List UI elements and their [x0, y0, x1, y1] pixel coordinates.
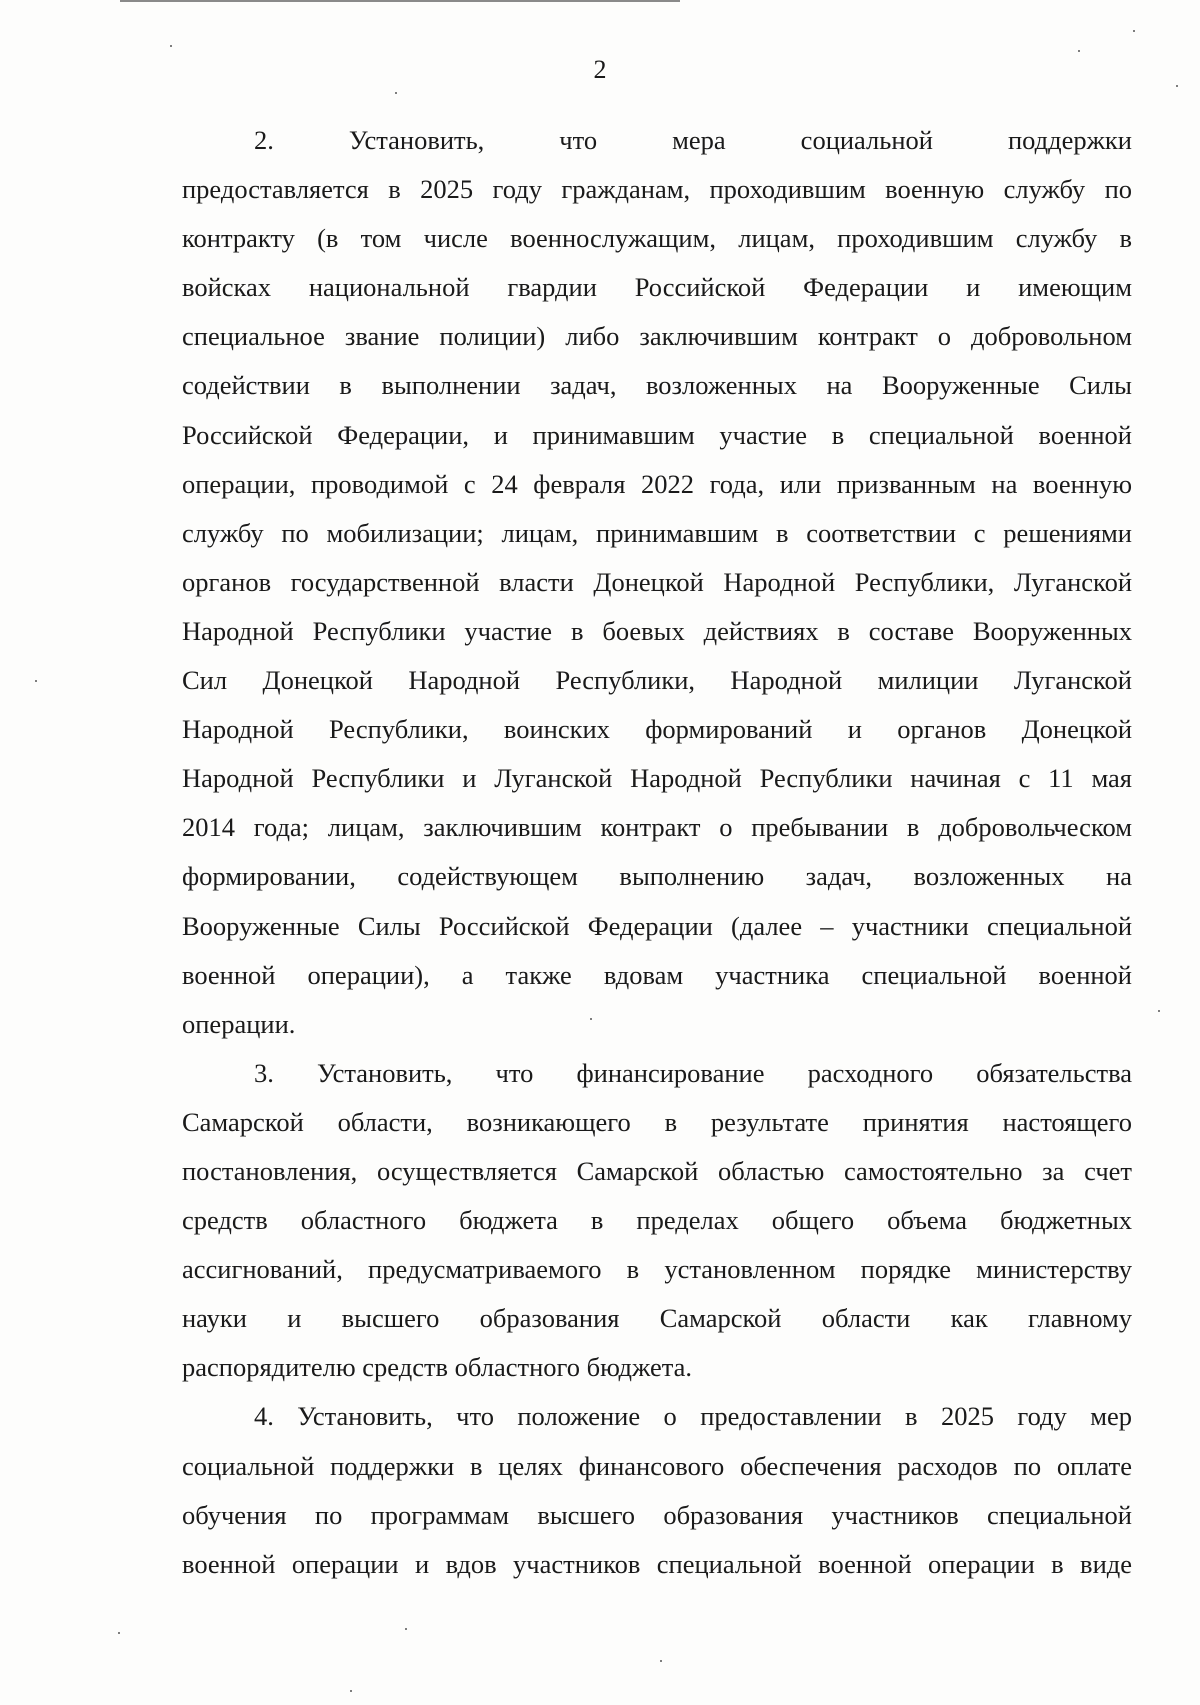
scan-speck	[1158, 1010, 1160, 1012]
text-line: 2014 года; лицам, заключившим контракт о пребывании в добровольческом	[182, 812, 1132, 843]
scan-top-edge	[120, 0, 680, 2]
text-line: операции, проводимой с 24 февраля 2022 года, или призванным на военную	[182, 468, 1132, 499]
scan-speck	[350, 1690, 352, 1692]
text-line: средств областного бюджета в пределах общего объема бюджетных	[182, 1205, 1132, 1236]
text-line: Самарской области, возникающего в результате принятия настоящего	[182, 1106, 1132, 1137]
paragraph-4	[182, 1392, 1132, 1588]
text-line: обучения по программам высшего образования участников специальной	[182, 1499, 1132, 1530]
text-line: войсках национальной гвардии Российской Федерации и имеющим	[182, 272, 1132, 303]
paragraph-3	[182, 1049, 1132, 1393]
text-line: 4. Установить, что положение о предоставлении в 2025 году мер	[254, 1401, 1132, 1432]
text-line: ассигнований, предусматриваемого в установленном порядке министерству	[182, 1254, 1132, 1285]
text-line: органов государственной власти Донецкой Народной Республики, Луганской	[182, 566, 1132, 597]
scan-speck	[590, 1018, 592, 1020]
scan-speck	[1133, 30, 1135, 32]
scan-speck	[35, 680, 37, 682]
scan-speck	[660, 1660, 662, 1662]
text-line: формировании, содействующем выполнению задач, возложенных на	[182, 861, 1132, 892]
text-line: содействии в выполнении задач, возложенных на Вооруженные Силы	[182, 370, 1132, 401]
text-line: Народной Республики участие в боевых действиях в составе Вооруженных	[182, 615, 1132, 646]
text-line: 2. Установить, что мера социальной поддержки	[254, 125, 1132, 155]
scan-speck	[170, 45, 172, 47]
text-line: Народной Республики, воинских формирований и органов Донецкой	[182, 714, 1132, 745]
scan-speck	[395, 92, 397, 94]
document-body	[182, 116, 1132, 1589]
scan-speck	[118, 1632, 120, 1634]
text-line: контракту (в том числе военнослужащим, лицам, проходившим службу в	[182, 223, 1132, 254]
text-line: службу по мобилизации; лицам, принимавшим в соответствии с решениями	[182, 517, 1132, 548]
text-line: военной операции), а также вдовам участника специальной военной	[182, 959, 1132, 990]
text-line: Российской Федерации, и принимавшим участие в специальной военной	[182, 419, 1132, 450]
paragraph-2	[182, 116, 1132, 1049]
text-line: военной операции и вдов участников специальной военной операции в виде	[182, 1548, 1132, 1579]
text-line: Вооруженные Силы Российской Федерации (далее – участники специальной	[182, 910, 1132, 941]
text-line: операции.	[182, 1008, 296, 1039]
text-line: науки и высшего образования Самарской области как главному	[182, 1303, 1132, 1334]
text-line: 3. Установить, что финансирование расходного обязательства	[254, 1057, 1132, 1088]
text-line: постановления, осуществляется Самарской областью самостоятельно за счет	[182, 1155, 1132, 1186]
text-line: Сил Донецкой Народной Республики, Народной милиции Луганской	[182, 665, 1132, 696]
scan-speck	[405, 1628, 407, 1630]
text-line: социальной поддержки в целях финансового обеспечения расходов по оплате	[182, 1450, 1132, 1481]
text-line: Народной Республики и Луганской Народной Республики начиная с 11 мая	[182, 763, 1132, 794]
scan-speck	[1176, 85, 1178, 87]
text-line: специальное звание полиции) либо заключившим контракт о добровольном	[182, 321, 1132, 352]
page-number: 2	[593, 55, 607, 84]
scan-speck	[1078, 50, 1080, 52]
text-line: распорядителю средств областного бюджета.	[182, 1352, 693, 1383]
text-line: предоставляется в 2025 году гражданам, проходившим военную службу по	[182, 174, 1132, 205]
